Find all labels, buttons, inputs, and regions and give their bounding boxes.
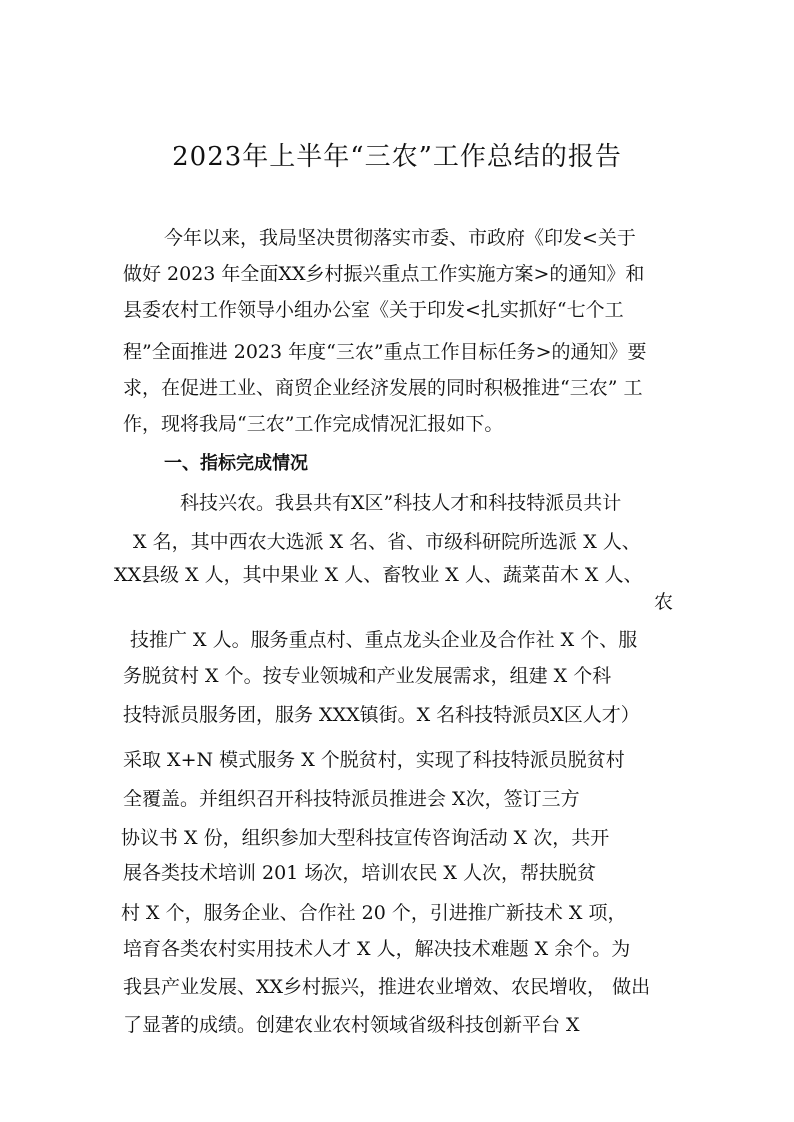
intro-line: 今年以来，我局坚决贯彻落实市委、市政府《印发<关于: [164, 227, 636, 249]
body-line: XX县级 X 人，其中果业 X 人、畜牧业 X 人、蔬菜苗木 X 人、: [114, 564, 643, 586]
intro-line: 做好 2023 年全面XX乡村振兴重点工作实施方案>的通知》和: [123, 263, 645, 285]
body-line: 培育各类农村实用技术人才 X 人，解决技术难题 X 余个。为: [123, 938, 631, 960]
intro-line: 程”全面推进 2023 年度“三农”重点工作目标任务>的通知》要: [123, 341, 647, 363]
intro-line: 县委农村工作领导小组办公室《关于印发<扎实抓好“七个工: [123, 299, 624, 321]
body-line: 了显著的成绩。创建农业农村领域省级科技创新平台 X: [123, 1014, 580, 1036]
body-line: 村 X 个，服务企业、合作社 20 个，引进推广新技术 X 项，: [121, 902, 627, 924]
body-line: X 名，其中西农大选派 X 名、省、市级科研院所选派 X 人、: [133, 531, 641, 553]
intro-line: 作，现将我局“三农”工作完成情况汇报如下。: [123, 413, 504, 435]
document-title: 2023年上半年“三农”工作总结的报告: [172, 142, 622, 172]
body-line: 我县产业发展、XX乡村振兴，推进农业增效、农民增收， 做出: [123, 976, 651, 998]
body-line: 技推广 X 人。服务重点村、重点龙头企业及合作社 X 个、服: [130, 629, 638, 651]
body-line: 展各类技术培训 201 场次，培训农民 X 人次，帮扶脱贫: [123, 862, 596, 884]
body-line: 全覆盖。并组织召开科技特派员推进会 X次，签订三方: [123, 788, 580, 810]
body-line: 务脱贫村 X 个。按专业领城和产业发展需求，组建 X 个科: [123, 665, 612, 687]
body-line: 技特派员服务团，服务 XXX镇街。X 名科技特派员X区人才）: [123, 704, 640, 726]
section-heading: 一、指标完成情况: [164, 453, 308, 474]
body-line: 协议书 X 份，组织参加大型科技宣传咨询活动 X 次，共开: [121, 827, 610, 849]
body-line: 农: [654, 591, 674, 613]
intro-line: 求，在促进工业、商贸企业经济发展的同时积极推进“三农” 工: [123, 377, 643, 399]
body-line: 采取 X+N 模式服务 X 个脱贫村，实现了科技特派员脱贫村: [123, 749, 625, 771]
body-line: 科技兴农。我县共有X区”科技人才和科技特派员共计: [180, 492, 622, 514]
